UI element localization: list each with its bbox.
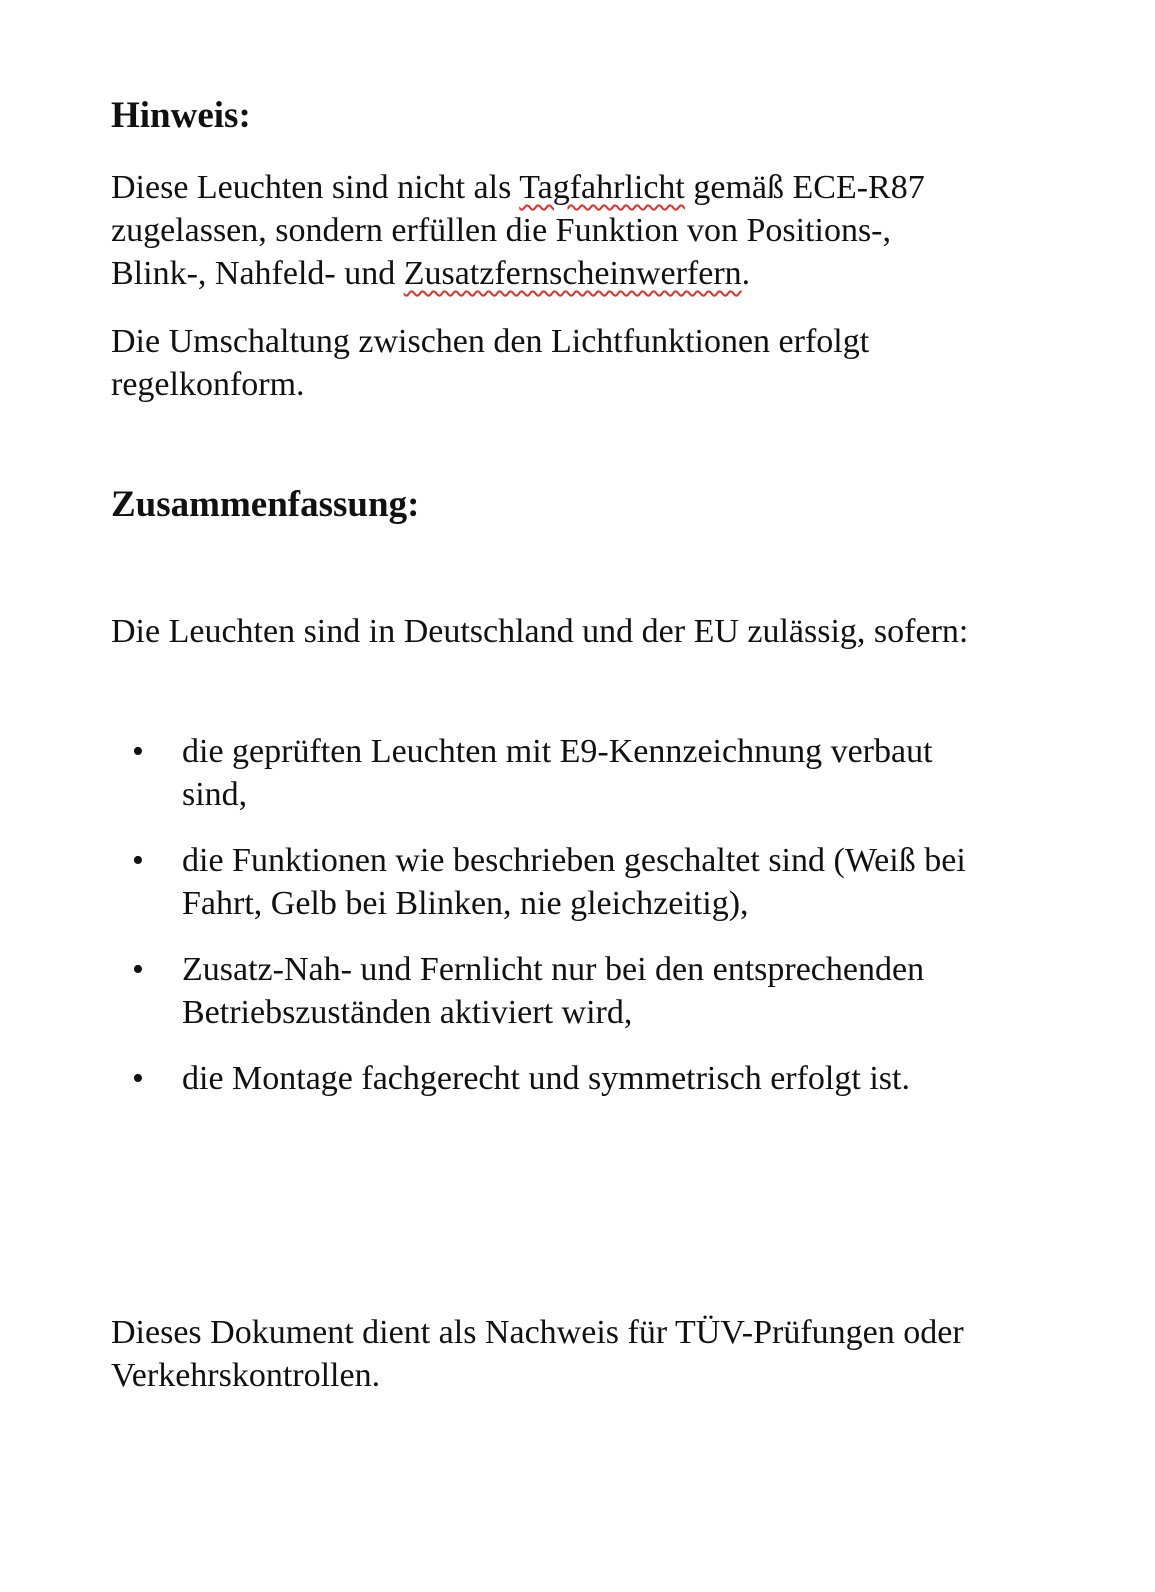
list-item-line2: Betriebszuständen aktiviert wird,	[182, 994, 633, 1031]
hinweis-p2-line2: regelkonform.	[111, 366, 305, 403]
conditions-list	[111, 730, 1071, 1123]
list-item-line2: Fahrt, Gelb bei Blinken, nie gleichzeitig),	[182, 885, 749, 922]
spellcheck-word-tagfahrlicht[interactable]: Tagfahrlicht	[519, 169, 685, 206]
list-item-line1: Zusatz-Nah- und Fernlicht nur bei den entsprechenden	[182, 951, 925, 988]
hinweis-heading: Hinweis:	[111, 95, 251, 136]
hinweis-p1-text: .	[741, 255, 751, 292]
list-item	[111, 730, 1071, 816]
hinweis-p1-text: gemäß ECE-R87	[684, 169, 925, 206]
list-item-line1: die Funktionen wie beschrieben geschaltet sind (Weiß bei	[182, 842, 966, 879]
footer-line2: Verkehrskontrollen.	[111, 1357, 381, 1394]
zusammenfassung-heading: Zusammenfassung:	[111, 484, 420, 525]
spellcheck-word-zusatzfernscheinwerfern[interactable]: Zusatzfernscheinwerfern	[403, 255, 742, 292]
hinweis-p1-text: Diese Leuchten sind nicht als	[111, 169, 520, 206]
hinweis-p1-line2: zugelassen, sondern erfüllen die Funktion von Positions-,	[111, 212, 892, 249]
footer-note	[111, 1311, 1071, 1397]
list-item	[111, 1057, 1071, 1100]
zusammenfassung-intro: Die Leuchten sind in Deutschland und der EU zulässig, sofern:	[111, 613, 969, 650]
list-item-line1: die geprüften Leuchten mit E9-Kennzeichnung verbaut	[182, 733, 933, 770]
list-item	[111, 839, 1071, 925]
hinweis-p1-text: Blink-, Nahfeld- und	[111, 255, 404, 292]
bullet-icon: •	[132, 842, 144, 879]
bullet-icon: •	[132, 733, 144, 770]
footer-line1: Dieses Dokument dient als Nachweis für TÜV-Prüfungen oder	[111, 1314, 964, 1351]
hinweis-paragraph-1	[111, 166, 1071, 295]
hinweis-paragraph-2	[111, 320, 1071, 406]
list-item-line1: die Montage fachgerecht und symmetrisch erfolgt ist.	[182, 1060, 910, 1097]
bullet-icon: •	[132, 1060, 144, 1097]
list-item	[111, 948, 1071, 1034]
hinweis-p2-line1: Die Umschaltung zwischen den Lichtfunktionen erfolgt	[111, 323, 870, 360]
bullet-icon: •	[132, 951, 144, 988]
list-item-line2: sind,	[182, 776, 248, 813]
